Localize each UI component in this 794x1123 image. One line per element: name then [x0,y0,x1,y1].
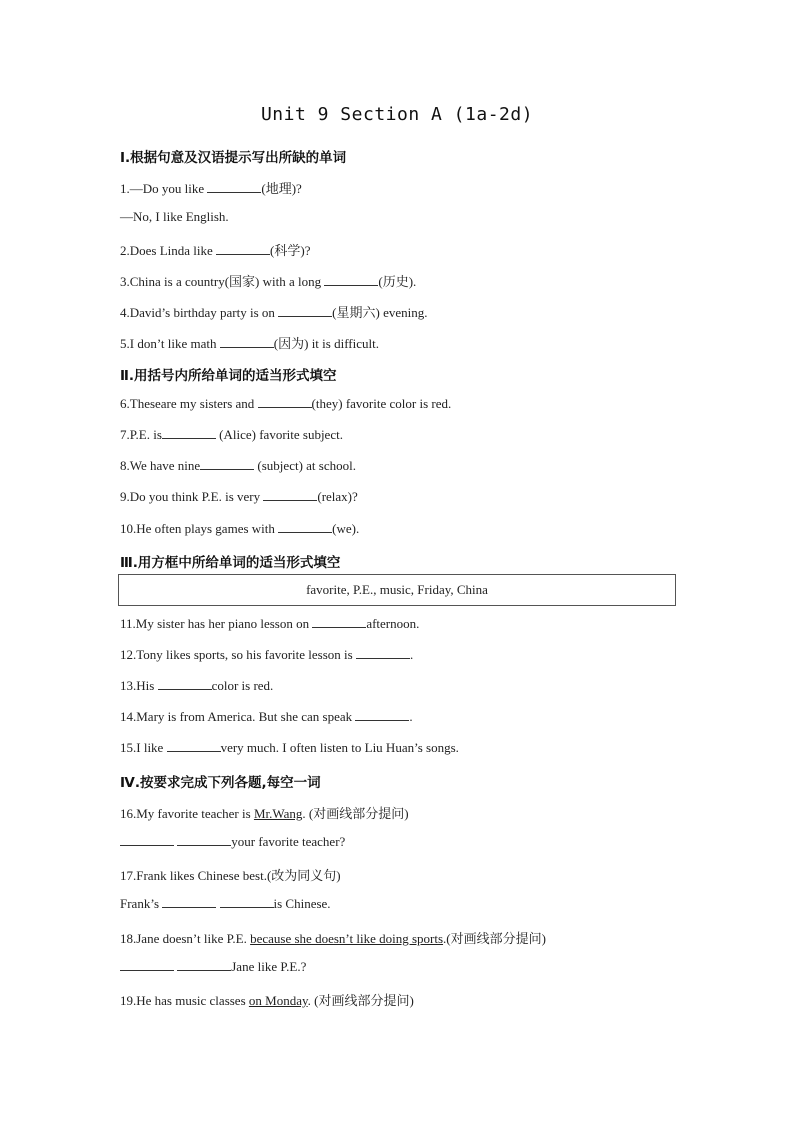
question-14: 14.Mary is from America. But she can speak . [120,709,413,724]
answer-blank[interactable] [158,678,212,690]
question-8: 8.We have nine (subject) at school. [120,458,356,473]
question-11: 11.My sister has her piano lesson on afternoon. [120,616,420,631]
answer-blank[interactable] [162,896,216,908]
question-18: 18.Jane doesn’t like P.E. because she doesn’t like doing sports.(对画线部分提问) [120,931,546,946]
question-15: 15.I like very much. I often listen to Liu Huan’s songs. [120,740,459,755]
word-box: favorite, P.E., music, Friday, China [118,574,676,606]
answer-blank[interactable] [200,458,254,470]
question-12: 12.Tony likes sports, so his favorite lesson is . [120,647,414,662]
question-17-fill: Frank’s is Chinese. [120,896,331,911]
section-heading-3: Ⅲ.用方框中所给单词的适当形式填空 [120,555,341,571]
question-16-fill: your favorite teacher? [120,834,345,850]
question-6: 6.Theseare my sisters and (they) favorite color is red. [120,396,452,411]
answer-blank[interactable] [220,336,274,348]
question-13: 13.His color is red. [120,678,274,693]
question-16: 16.My favorite teacher is Mr.Wang. (对画线部分提问) [120,806,409,821]
question-18-fill: Jane like P.E.? [120,959,306,975]
answer-blank[interactable] [220,896,274,908]
question-1-reply: —No, I like English. [120,209,229,224]
question-7: 7.P.E. is (Alice) favorite subject. [120,427,343,442]
answer-blank[interactable] [120,834,174,846]
question-5: 5.I don’t like math (因为) it is difficult. [120,336,379,351]
question-2: 2.Does Linda like (科学)? [120,243,311,258]
question-10: 10.He often plays games with (we). [120,521,360,536]
answer-blank[interactable] [356,647,410,659]
question-1: 1.—Do you like (地理)? [120,181,302,196]
question-19: 19.He has music classes on Monday. (对画线部分提问) [120,993,414,1008]
answer-blank[interactable] [324,274,378,286]
answer-blank[interactable] [312,616,366,628]
answer-blank[interactable] [355,709,409,721]
answer-blank[interactable] [216,243,270,255]
section-heading-4: Ⅳ.按要求完成下列各题,每空一词 [120,775,321,791]
answer-blank[interactable] [177,834,231,846]
question-17: 17.Frank likes Chinese best.(改为同义句) [120,868,341,883]
answer-blank[interactable] [263,489,317,501]
answer-blank[interactable] [177,959,231,971]
answer-blank[interactable] [278,305,332,317]
section-heading-2: Ⅱ.用括号内所给单词的适当形式填空 [120,368,337,384]
answer-blank[interactable] [258,396,312,408]
answer-blank[interactable] [162,427,216,439]
section-heading-1: Ⅰ.根据句意及汉语提示写出所缺的单词 [120,150,347,166]
answer-blank[interactable] [120,959,174,971]
answer-blank[interactable] [167,740,221,752]
question-3: 3.China is a country(国家) with a long (历史). [120,274,417,289]
question-9: 9.Do you think P.E. is very (relax)? [120,489,358,504]
page-title: Unit 9 Section A (1a-2d) [260,104,534,125]
answer-blank[interactable] [207,181,261,193]
answer-blank[interactable] [278,521,332,533]
question-4: 4.David’s birthday party is on (星期六) evening. [120,305,428,320]
